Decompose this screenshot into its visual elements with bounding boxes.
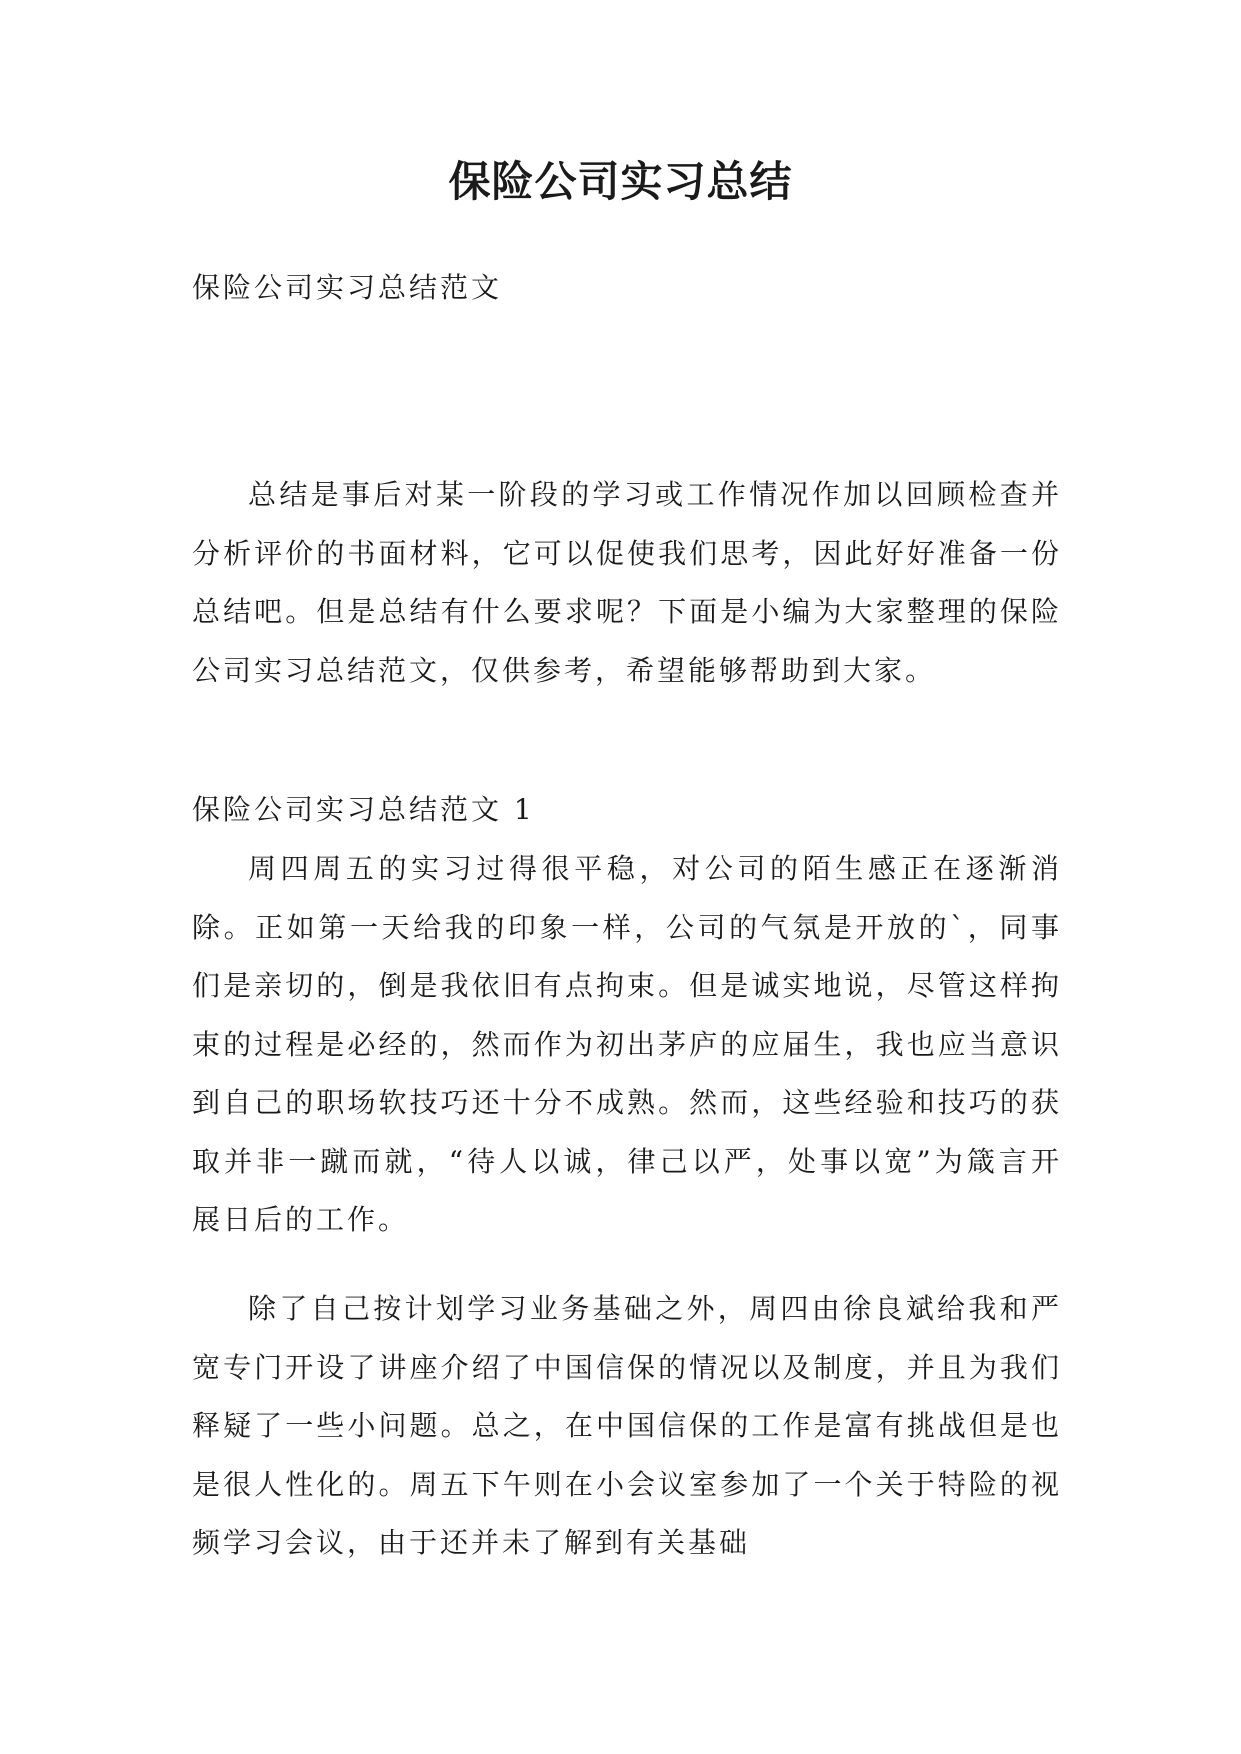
body-paragraph-1: 周四周五的实习过得很平稳，对公司的陌生感正在逐渐消除。正如第一天给我的印象一样，公司的气氛是开放的`，同事们是亲切的，倒是我依旧有点拘束。但是诚实地说，尽管这样拘束的过程是必经的，然而作为初出茅庐的应届生，我也应当意识到自己的职场软技巧还十分不成熟。然而，这些经验和技巧的获取并非一蹴而就，“待人以诚，律己以严，处事以宽”为箴言开展日后的工作。	[192, 852, 1062, 1236]
intro-paragraph: 总结是事后对某一阶段的学习或工作情况作加以回顾检查并分析评价的书面材料，它可以促使我们思考，因此好好准备一份总结吧。但是总结有什么要求呢？下面是小编为大家整理的保险公司实习总结范文，仅供参考，希望能够帮助到大家。	[192, 478, 1062, 687]
section-heading: 保险公司实习总结范文 1	[192, 793, 535, 826]
document-title: 保险公司实习总结	[448, 157, 793, 206]
document-subtitle: 保险公司实习总结范文	[192, 271, 503, 304]
body-paragraph-2: 除了自己按计划学习业务基础之外，周四由徐良斌给我和严宽专门开设了讲座介绍了中国信保的情况以及制度，并且为我们释疑了一些小问题。总之，在中国信保的工作是富有挑战但是也是很人性化的。周五下午则在小会议室参加了一个关于特险的视频学习会议，由于还并未了解到有关基础	[192, 1292, 1062, 1559]
